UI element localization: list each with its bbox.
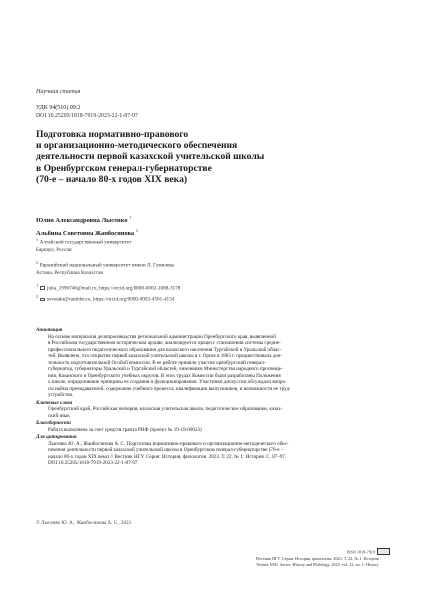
affiliation-mark: 2 <box>36 259 39 265</box>
title-line: деятельности первой казахской учительской школы <box>36 151 265 163</box>
author <box>36 213 138 226</box>
issn: ISSN 1818-7919 <box>346 549 375 555</box>
acknowledgements-label: Благодарности <box>36 420 71 426</box>
annotation-line: устройства. <box>48 392 74 398</box>
affiliation-place: Астана, Республика Казахстан <box>36 270 104 277</box>
udk-code: УДК 94(510).09:2 <box>36 105 81 111</box>
citation-line: начало 80-х годов XIX века) // Вестник НГУ. Серия: История, филология. 2023. Т. 22, № 1: История. С. 87–97. <box>48 453 287 460</box>
annotation-line: профессионального педагогического образования для казахского населения Тургайской и Уральской облас- <box>48 346 282 353</box>
affiliation-org <box>36 259 180 270</box>
acknowledgements-text <box>36 427 388 434</box>
title-line: в Оренбургском генерал-губернаторстве <box>36 162 212 174</box>
citation-line: Лысенко Ю. А., Жанбосинова А. С. Подготовка нормативно-правового и организационно-методического обес- <box>48 440 289 447</box>
mail-icon <box>40 286 45 290</box>
annotation-text <box>36 334 388 399</box>
annotation-label: Аннотация <box>36 327 63 333</box>
citation-line[interactable]: DOI 10.25205/1818-7919-2023-22-1-87-97 <box>48 460 138 466</box>
affiliation-mark: 1 <box>36 237 39 242</box>
annotation-line: ния, Казанского и Оренбургского учебных округов. В этих трудах Комиссии были разработаны Положения <box>48 372 281 379</box>
annotation-line: о школе, определившие принципы ее создания и функционирования. Участники дискуссии обсуждали вопро- <box>48 379 287 385</box>
citation-label: Для цитирования <box>36 434 77 440</box>
acknowledgements-line: Работа выполнена за счет средств гранта РНФ (проект № 19-18-00023) <box>48 426 202 433</box>
citation-line: печения деятельности первой казахской учительской школы в Оренбургском генерал-губернаторстве (70-е – <box>48 447 284 453</box>
journal-line: Вестник НГУ. Серия: История, филология. 2023. Т. 22, № 1: История <box>256 555 379 561</box>
annotation-line: тельность подготовительной Особой комиссии. В ее работе приняли участие оренбургский генерал- <box>48 359 266 366</box>
contact-text[interactable]: sovetakt@rambler.ru, https://orcid.org/0000-0003-4561-4154 <box>46 296 175 303</box>
annotation-line: На основе материалов делопроизводства региональной администрации Оренбургского края, выявленной <box>48 333 276 340</box>
keywords-text <box>36 406 388 419</box>
author-mark: 1 <box>129 215 132 220</box>
title-line: (70-е – начало 80-х годов XIX века) <box>36 173 188 185</box>
title-line: Подготовка нормативно-правового <box>36 129 189 140</box>
annotation-line: губернатор, губернаторы Уральской и Тургайской областей, чиновники Министерства народного просвеще- <box>48 366 283 372</box>
journal-footer <box>256 548 390 568</box>
author-name: Юлия Александровна Лысенко <box>36 217 128 225</box>
annotation-line: сы найма преподавателей, содержание учебного процесса, квалификации выпускников, и возможности ее труд- <box>48 385 291 392</box>
affiliation-name: Алтайский государственный университет <box>39 239 132 246</box>
issn-row <box>256 548 390 556</box>
doi: DOI 10.25205/1818-7919-2023-22-1-87-97 <box>36 113 138 119</box>
author-name: Альбина Советовна Жанбосинова <box>36 229 135 237</box>
contact-mark: 1 <box>36 282 39 288</box>
article-meta-body <box>36 326 388 467</box>
contact-mark: 2 <box>36 294 39 300</box>
affiliation-name: Евразийский национальный университет имени Л. Гумилева <box>39 262 174 269</box>
contact-line <box>36 293 180 304</box>
contact-line <box>36 282 180 293</box>
article-type: Научная статья <box>36 88 81 95</box>
annotation-line: в Российском государственном историческом архиве, анализируется процесс становления системы средне- <box>48 340 281 346</box>
keywords-label: Ключевые слова <box>36 399 73 406</box>
article-title <box>36 129 356 185</box>
title-line: и организационно-методического обеспечения <box>36 140 238 152</box>
journal-line: Vestnik NSU. Series: History and Philology, 2023, vol. 22, no. 1: History <box>256 562 379 568</box>
contact-text[interactable]: julia_1996746@mail.ru, https://orcid.org/0000-0002-1088-3578 <box>46 285 181 292</box>
annotation-line: тей. Выявлено, что открытие первой казахской учительской школы в г. Орске в 1883 г. предшествовала дея- <box>48 353 282 359</box>
author-list <box>36 213 138 238</box>
citation-text <box>36 441 388 467</box>
affiliation-org <box>36 236 180 247</box>
keywords-line: ский язык <box>48 412 70 419</box>
mail-icon <box>40 298 45 302</box>
author-mark: 2 <box>135 227 139 233</box>
affiliations <box>36 236 180 305</box>
copyright: © Лысенко Ю. А., Жанбосинова А. С., 2023 <box>36 520 132 526</box>
cc-license-icon <box>377 548 390 555</box>
affiliation-place: Барнаул, Россия <box>36 247 72 254</box>
keywords-line: Оренбургский край, Российская империя, казахская учительская школа, педагогическое образование, казах- <box>48 406 283 412</box>
